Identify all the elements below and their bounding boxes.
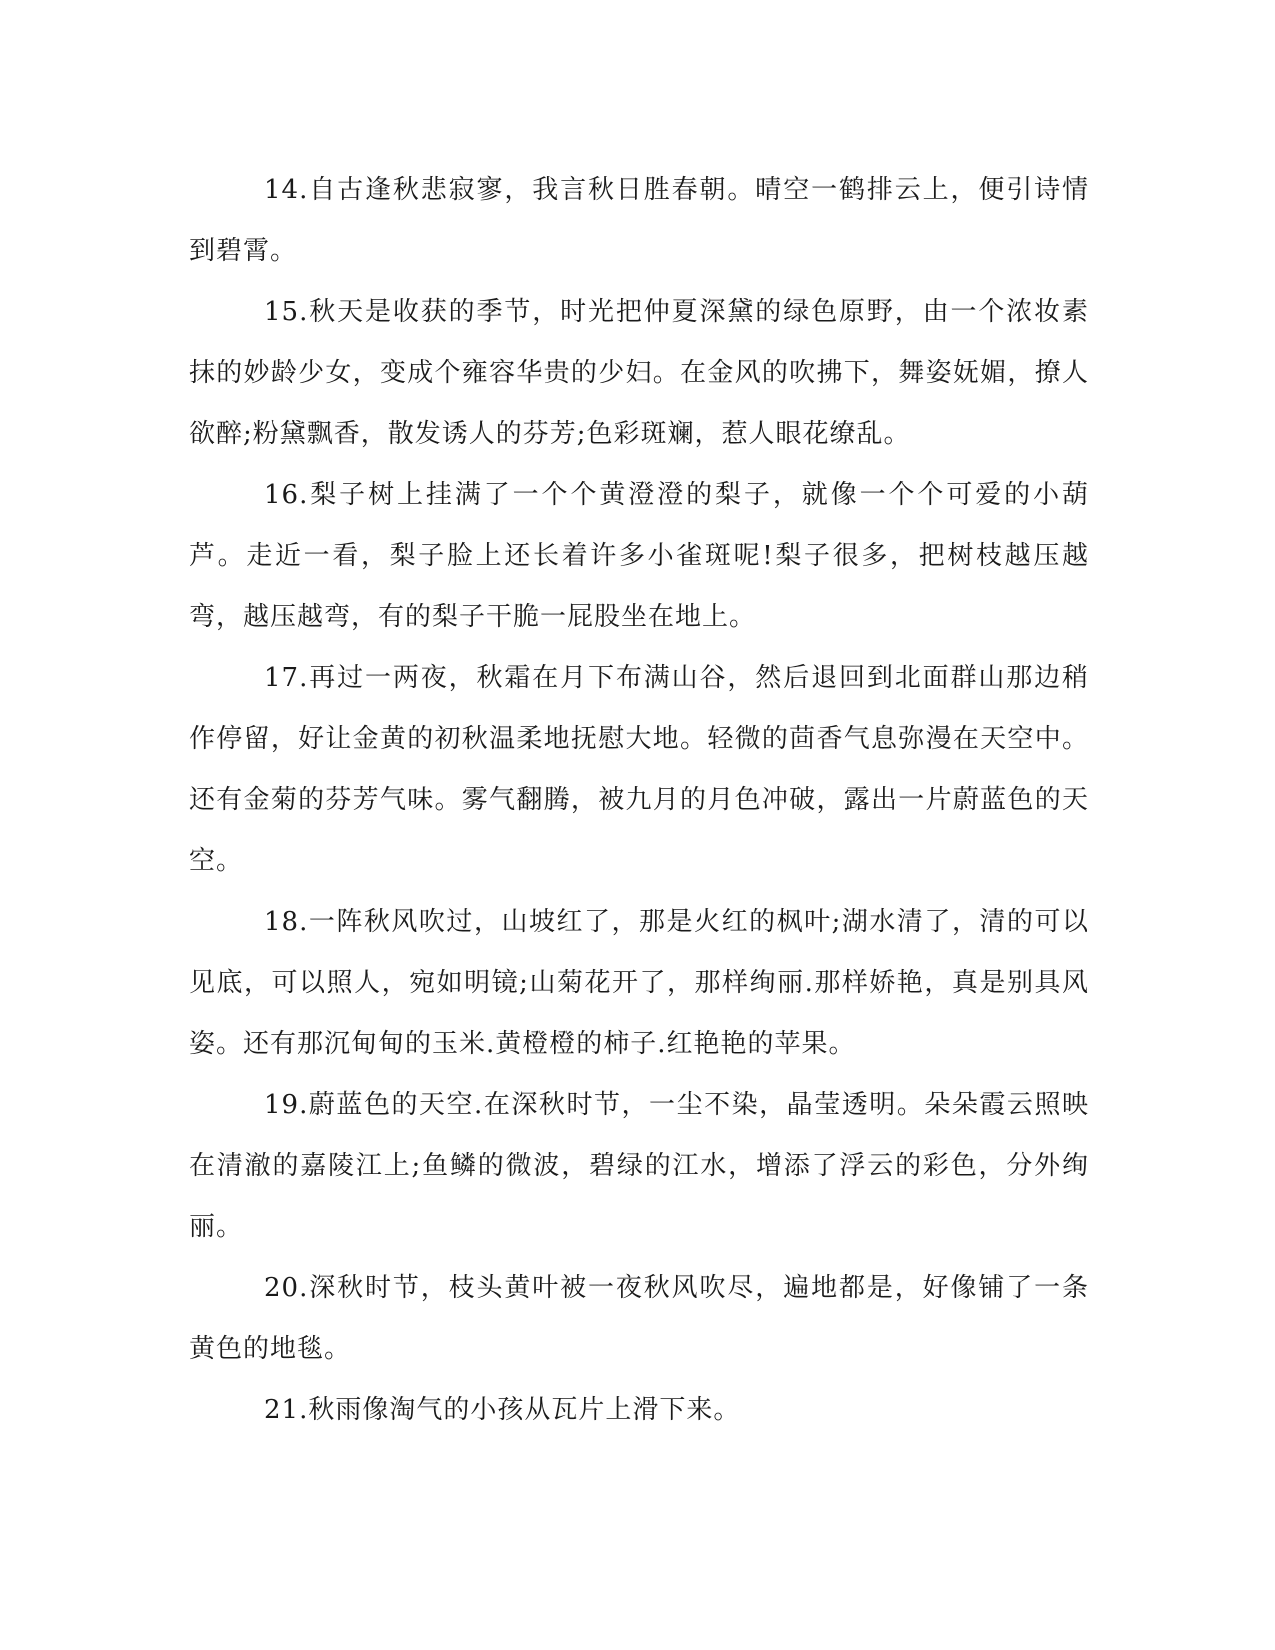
paragraph-19: 19.蔚蓝色的天空.在深秋时节，一尘不染，晶莹透明。朵朵霞云照映在清澈的嘉陵江上;鱼鳞的微波，碧绿的江水，增添了浮云的彩色，分外绚丽。 [189, 1090, 1089, 1242]
document-body [189, 160, 1089, 1441]
paragraph-18: 18.一阵秋风吹过，山坡红了，那是火红的枫叶;湖水清了，清的可以见底，可以照人，宛如明镜;山菊花开了，那样绚丽.那样娇艳，真是别具风姿。还有那沉甸甸的玉米.黄橙橙的柿子.红艳艳的苹果。 [189, 907, 1089, 1059]
paragraph-14: 14.自古逢秋悲寂寥，我言秋日胜春朝。晴空一鹤排云上，便引诗情到碧霄。 [189, 175, 1089, 266]
paragraph-21: 21.秋雨像淘气的小孩从瓦片上滑下来。 [264, 1395, 741, 1425]
paragraph-16: 16.梨子树上挂满了一个个黄澄澄的梨子，就像一个个可爱的小葫芦。走近一看，梨子脸上还长着许多小雀斑呢!梨子很多，把树枝越压越弯，越压越弯，有的梨子干脆一屁股坐在地上。 [189, 480, 1089, 632]
paragraph-20: 20.深秋时节，枝头黄叶被一夜秋风吹尽，遍地都是，好像铺了一条黄色的地毯。 [189, 1273, 1089, 1364]
paragraph-17: 17.再过一两夜，秋霜在月下布满山谷，然后退回到北面群山那边稍作停留，好让金黄的初秋温柔地抚慰大地。轻微的茴香气息弥漫在天空中。还有金菊的芬芳气味。雾气翻腾，被九月的月色冲破，露出一片蔚蓝色的天空。 [189, 663, 1089, 876]
paragraph-15: 15.秋天是收获的季节，时光把仲夏深黛的绿色原野，由一个浓妆素抹的妙龄少女，变成个雍容华贵的少妇。在金风的吹拂下，舞姿妩媚，撩人欲醉;粉黛飘香，散发诱人的芬芳;色彩斑斓，惹人眼花缭乱。 [189, 297, 1089, 449]
